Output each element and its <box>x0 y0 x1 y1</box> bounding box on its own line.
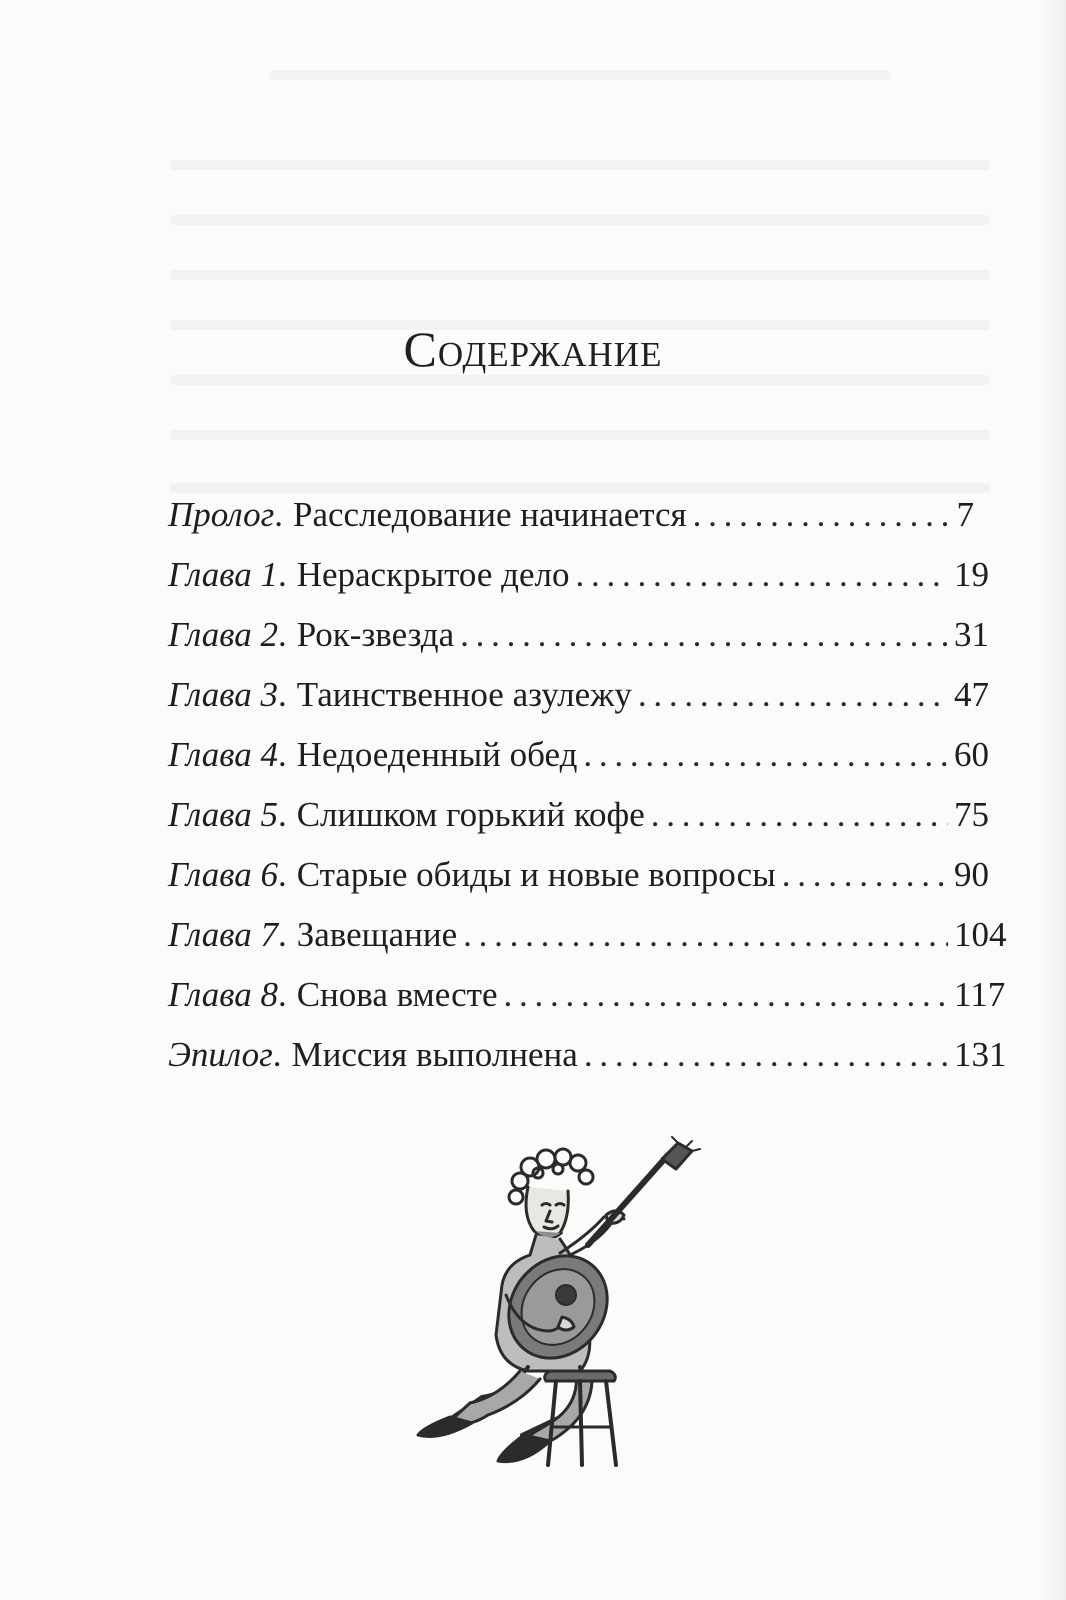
toc-entry-separator: . <box>277 795 287 834</box>
show-through-line <box>170 160 990 170</box>
toc-entry-separator: . <box>277 735 287 774</box>
toc-entry-separator: . <box>277 915 287 954</box>
toc-entry-prologue[interactable] <box>168 495 974 555</box>
show-through-line <box>170 483 990 493</box>
toc-entry-separator: . <box>277 555 287 594</box>
toc-dot-leader <box>575 555 948 595</box>
toc-entry-label: Глава 7 <box>168 915 278 954</box>
toc-entry-chapter-3[interactable] <box>168 675 989 735</box>
toc-dot-leader <box>583 735 948 775</box>
toc-entry-title: Старые обиды и новые вопросы <box>296 855 776 894</box>
contents-heading: Содержание <box>403 321 663 377</box>
toc-entry-title: Завещание <box>296 915 458 954</box>
toc-entry-separator: . <box>277 855 287 894</box>
toc-entry-title: Миссия выполнена <box>291 1035 578 1074</box>
toc-entry-chapter-6[interactable] <box>168 855 989 915</box>
toc-entry-label: Эпилог <box>168 1035 273 1074</box>
toc-entry-page: 7 <box>956 495 974 534</box>
toc-entry-title: Таинственное азулежу <box>296 675 632 714</box>
show-through-line <box>270 70 890 80</box>
toc-entry-title: Недоеденный обед <box>296 735 578 774</box>
toc-entry-page: 75 <box>954 795 989 834</box>
toc-entry-page: 47 <box>954 675 989 714</box>
show-through-line <box>170 430 990 440</box>
toc-dot-leader <box>503 975 948 1015</box>
show-through-line <box>170 270 990 280</box>
page-edge-shadow <box>1042 0 1066 1600</box>
toc-entry-label: Глава 5 <box>168 795 278 834</box>
toc-entry-chapter-2[interactable] <box>168 615 989 675</box>
toc-dot-leader <box>460 615 948 655</box>
toc-entry-separator: . <box>272 1035 282 1074</box>
toc-entry-label: Глава 8 <box>168 975 278 1014</box>
lute-player-illustration-icon <box>410 1135 730 1475</box>
toc-entry-page: 19 <box>954 555 989 594</box>
toc-entry-title: Рок-звезда <box>296 615 455 654</box>
toc-entry-title: Расследование начинается <box>293 495 687 534</box>
toc-entry-title: Снова вместе <box>296 975 498 1014</box>
show-through-line <box>170 215 990 225</box>
toc-entry-separator: . <box>277 675 287 714</box>
toc-entry-separator: . <box>274 495 283 534</box>
toc-dot-leader <box>782 855 948 895</box>
toc-entry-label: Глава 6 <box>168 855 278 894</box>
toc-entry-label: Глава 2 <box>168 615 278 654</box>
toc-entry-title: Слишком горький кофе <box>296 795 645 834</box>
toc-dot-leader <box>463 915 948 955</box>
toc-entry-chapter-1[interactable] <box>168 555 989 615</box>
toc-entry-separator: . <box>277 615 287 654</box>
toc-dot-leader <box>584 1035 948 1075</box>
toc-entry-page: 131 <box>954 1035 1007 1074</box>
toc-dot-leader <box>638 675 948 715</box>
toc-entry-chapter-7[interactable] <box>168 915 1007 975</box>
toc-entry-title: Нераскрытое дело <box>296 555 570 594</box>
toc-entry-epilogue[interactable] <box>168 1035 1007 1095</box>
toc-entry-page: 31 <box>954 615 989 654</box>
toc-entry-label: Глава 3 <box>168 675 278 714</box>
toc-entry-chapter-8[interactable] <box>168 975 1006 1035</box>
toc-entry-page: 104 <box>954 915 1007 954</box>
toc-entry-chapter-4[interactable] <box>168 735 989 795</box>
toc-entry-separator: . <box>277 975 287 1014</box>
toc-entry-chapter-5[interactable] <box>168 795 989 855</box>
table-of-contents <box>168 495 1007 1095</box>
toc-dot-leader <box>693 495 948 535</box>
toc-dot-leader <box>651 795 948 835</box>
toc-entry-label: Глава 4 <box>168 735 278 774</box>
toc-entry-page: 90 <box>954 855 989 894</box>
toc-entry-page: 117 <box>954 975 1006 1014</box>
toc-entry-page: 60 <box>954 735 989 774</box>
toc-entry-label: Пролог <box>168 495 275 534</box>
toc-entry-label: Глава 1 <box>168 555 278 594</box>
